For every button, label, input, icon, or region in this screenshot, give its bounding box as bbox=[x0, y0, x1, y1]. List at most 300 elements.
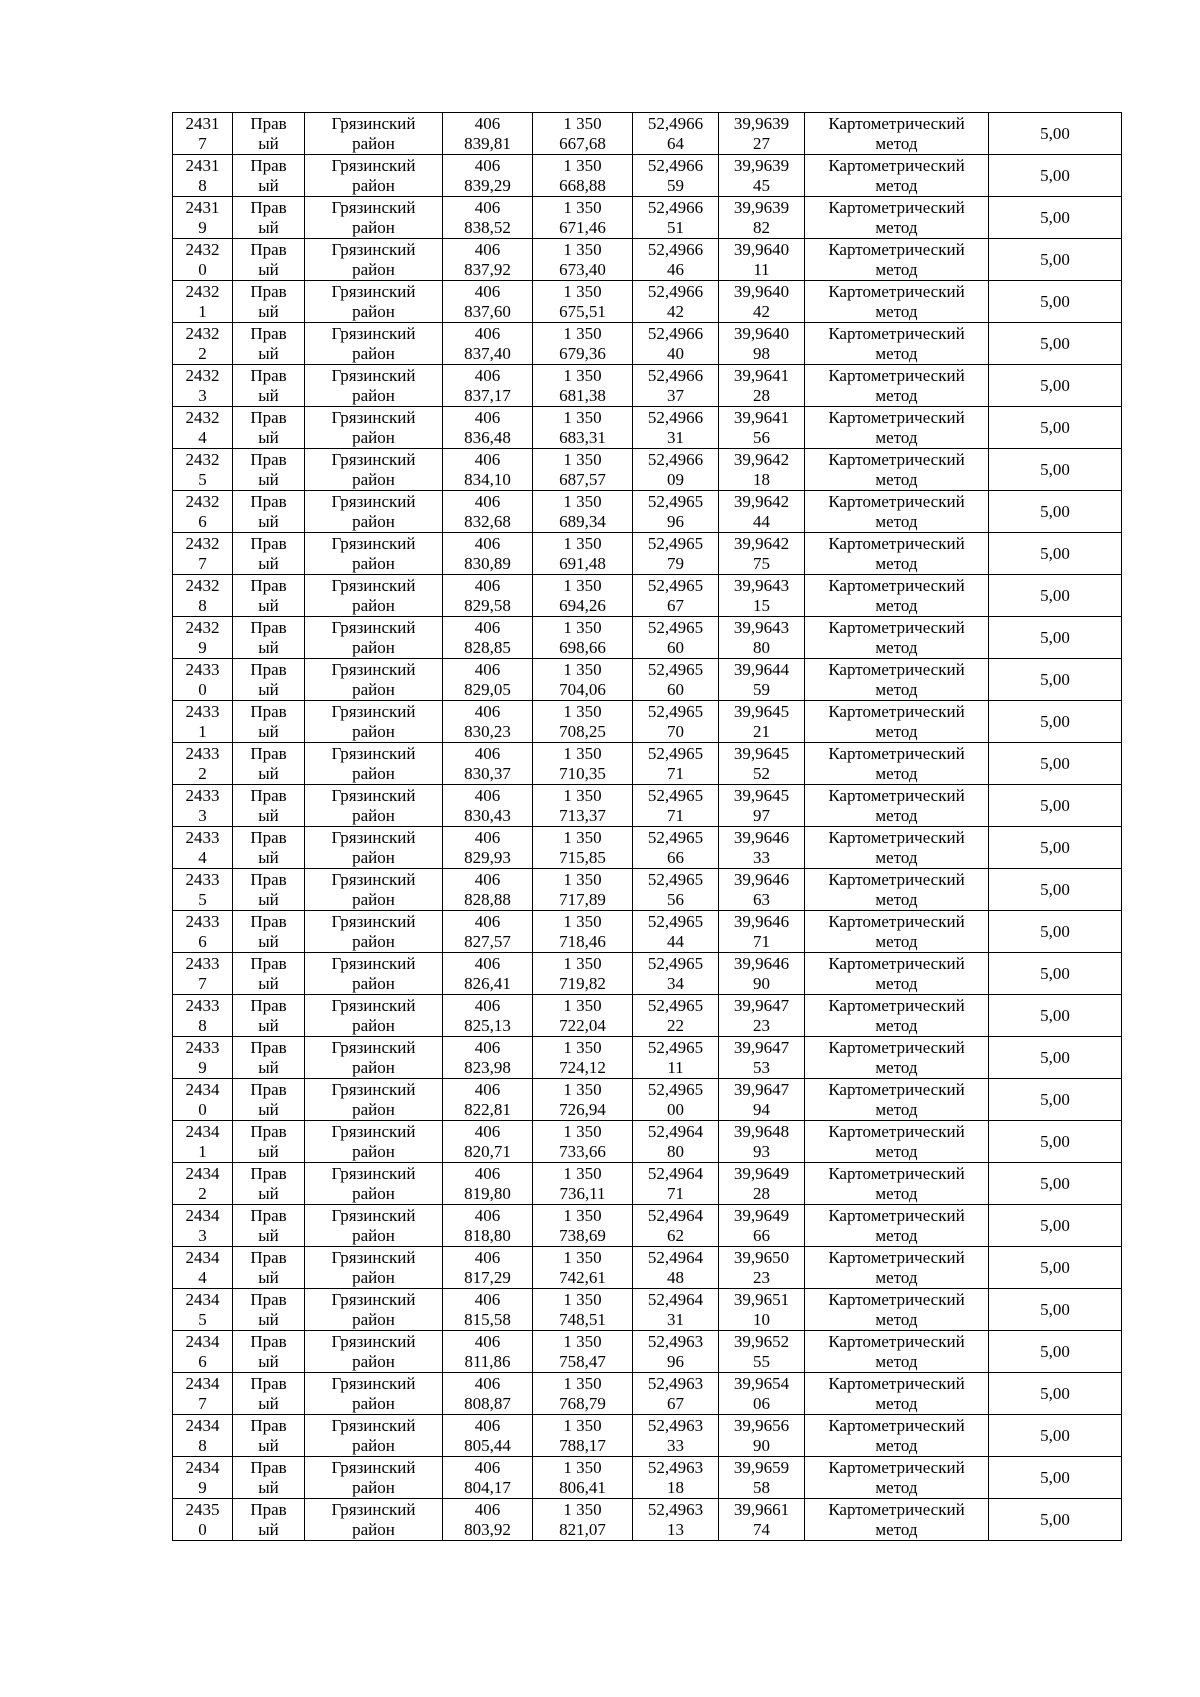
longitude-cell bbox=[719, 1457, 805, 1499]
longitude-line-2: 28 bbox=[753, 1183, 770, 1203]
x-coordinate-line-1: 406 bbox=[474, 197, 501, 217]
y-coordinate-line-1: 1 350 bbox=[563, 743, 602, 763]
longitude-line-2: 18 bbox=[753, 469, 770, 489]
latitude-line-2: 71 bbox=[667, 805, 684, 825]
x-coordinate-line-2: 822,81 bbox=[464, 1099, 511, 1119]
accuracy-cell: 5,00 bbox=[989, 1205, 1122, 1247]
y-coordinate-line-1: 1 350 bbox=[563, 1289, 602, 1309]
y-coordinate-line-1: 1 350 bbox=[563, 869, 602, 889]
y-coordinate-cell bbox=[533, 617, 633, 659]
x-coordinate-cell bbox=[443, 911, 533, 953]
bank-side-line-2: ый bbox=[258, 1477, 279, 1497]
longitude-cell bbox=[719, 1415, 805, 1457]
longitude-line-2: 23 bbox=[753, 1015, 770, 1035]
point-number-line-2: 9 bbox=[198, 217, 207, 237]
accuracy-cell: 5,00 bbox=[989, 911, 1122, 953]
bank-side-line-2: ый bbox=[258, 889, 279, 909]
longitude-line-1: 39,9654 bbox=[733, 1373, 790, 1393]
x-coordinate-line-2: 811,86 bbox=[464, 1351, 511, 1371]
longitude-line-2: 71 bbox=[753, 931, 770, 951]
point-number-cell bbox=[173, 365, 233, 407]
bank-side-line-1: Прав bbox=[250, 1121, 287, 1141]
longitude-cell bbox=[719, 575, 805, 617]
y-coordinate-cell bbox=[533, 1415, 633, 1457]
district-line-2: район bbox=[352, 1141, 395, 1161]
y-coordinate-cell bbox=[533, 995, 633, 1037]
latitude-line-1: 52,4966 bbox=[647, 365, 704, 385]
x-coordinate-cell bbox=[443, 1415, 533, 1457]
point-number-cell bbox=[173, 785, 233, 827]
table-row bbox=[173, 1121, 1122, 1163]
district-line-2: район bbox=[352, 679, 395, 699]
point-number-line-1: 2432 bbox=[185, 407, 220, 427]
latitude-line-2: 51 bbox=[667, 217, 684, 237]
longitude-cell bbox=[719, 155, 805, 197]
latitude-cell bbox=[633, 1163, 719, 1205]
x-coordinate-line-2: 837,40 bbox=[464, 343, 511, 363]
district-line-2: район bbox=[352, 973, 395, 993]
district-line-1: Грязинский bbox=[331, 1415, 416, 1435]
longitude-line-1: 39,9650 bbox=[733, 1247, 790, 1267]
district-cell bbox=[305, 1037, 443, 1079]
bank-side-line-1: Прав bbox=[250, 239, 287, 259]
latitude-line-1: 52,4965 bbox=[647, 533, 704, 553]
district-cell bbox=[305, 323, 443, 365]
x-coordinate-line-2: 804,17 bbox=[464, 1477, 511, 1497]
latitude-line-2: 31 bbox=[667, 427, 684, 447]
latitude-cell bbox=[633, 1457, 719, 1499]
point-number-line-1: 2434 bbox=[185, 1205, 220, 1225]
x-coordinate-line-1: 406 bbox=[474, 533, 501, 553]
y-coordinate-line-2: 713,37 bbox=[559, 805, 606, 825]
longitude-cell bbox=[719, 365, 805, 407]
latitude-line-2: 46 bbox=[667, 259, 684, 279]
x-coordinate-line-2: 825,13 bbox=[464, 1015, 511, 1035]
latitude-line-2: 96 bbox=[667, 1351, 684, 1371]
latitude-cell bbox=[633, 1079, 719, 1121]
latitude-cell bbox=[633, 155, 719, 197]
longitude-cell bbox=[719, 1163, 805, 1205]
point-number-line-1: 2433 bbox=[185, 659, 220, 679]
latitude-cell bbox=[633, 491, 719, 533]
point-number-cell bbox=[173, 659, 233, 701]
bank-side-line-1: Прав bbox=[250, 1247, 287, 1267]
longitude-line-2: 93 bbox=[753, 1141, 770, 1161]
longitude-line-1: 39,9643 bbox=[733, 575, 790, 595]
district-cell bbox=[305, 197, 443, 239]
bank-side-line-1: Прав bbox=[250, 701, 287, 721]
y-coordinate-cell bbox=[533, 239, 633, 281]
x-coordinate-line-1: 406 bbox=[474, 1415, 501, 1435]
longitude-line-1: 39,9646 bbox=[733, 827, 790, 847]
point-number-line-1: 2432 bbox=[185, 323, 220, 343]
method-line-1: Картометрический bbox=[828, 1331, 965, 1351]
x-coordinate-cell bbox=[443, 1205, 533, 1247]
bank-side-line-1: Прав bbox=[250, 533, 287, 553]
bank-side-line-2: ый bbox=[258, 1099, 279, 1119]
table-body bbox=[173, 113, 1122, 1541]
longitude-line-2: 42 bbox=[753, 301, 770, 321]
bank-side-line-2: ый bbox=[258, 1225, 279, 1245]
accuracy-cell: 5,00 bbox=[989, 365, 1122, 407]
accuracy-cell: 5,00 bbox=[989, 197, 1122, 239]
longitude-line-1: 39,9646 bbox=[733, 911, 790, 931]
point-number-line-2: 1 bbox=[198, 1141, 207, 1161]
longitude-line-2: 21 bbox=[753, 721, 770, 741]
accuracy-cell: 5,00 bbox=[989, 1079, 1122, 1121]
bank-side-cell bbox=[233, 1457, 305, 1499]
accuracy-cell: 5,00 bbox=[989, 785, 1122, 827]
latitude-cell bbox=[633, 323, 719, 365]
x-coordinate-line-2: 823,98 bbox=[464, 1057, 511, 1077]
point-number-cell bbox=[173, 1121, 233, 1163]
point-number-line-2: 6 bbox=[198, 931, 207, 951]
accuracy-cell: 5,00 bbox=[989, 323, 1122, 365]
accuracy-cell: 5,00 bbox=[989, 1499, 1122, 1541]
district-line-1: Грязинский bbox=[331, 533, 416, 553]
method-line-2: метод bbox=[875, 1183, 918, 1203]
x-coordinate-line-1: 406 bbox=[474, 785, 501, 805]
longitude-line-1: 39,9640 bbox=[733, 239, 790, 259]
longitude-line-1: 39,9646 bbox=[733, 869, 790, 889]
district-line-1: Грязинский bbox=[331, 617, 416, 637]
point-number-cell bbox=[173, 407, 233, 449]
district-line-1: Грязинский bbox=[331, 323, 416, 343]
table-row bbox=[173, 1289, 1122, 1331]
district-line-1: Грязинский bbox=[331, 197, 416, 217]
bank-side-cell bbox=[233, 701, 305, 743]
method-line-1: Картометрический bbox=[828, 365, 965, 385]
latitude-cell bbox=[633, 953, 719, 995]
longitude-line-2: 11 bbox=[753, 259, 770, 279]
method-line-1: Картометрический bbox=[828, 155, 965, 175]
longitude-cell bbox=[719, 995, 805, 1037]
x-coordinate-line-1: 406 bbox=[474, 1121, 501, 1141]
bank-side-line-1: Прав bbox=[250, 155, 287, 175]
method-cell bbox=[805, 155, 989, 197]
y-coordinate-cell bbox=[533, 491, 633, 533]
bank-side-cell bbox=[233, 113, 305, 155]
x-coordinate-cell bbox=[443, 1247, 533, 1289]
method-line-2: метод bbox=[875, 1225, 918, 1245]
y-coordinate-line-2: 675,51 bbox=[559, 301, 606, 321]
longitude-line-2: 53 bbox=[753, 1057, 770, 1077]
longitude-cell bbox=[719, 407, 805, 449]
point-number-line-1: 2433 bbox=[185, 743, 220, 763]
table-row bbox=[173, 449, 1122, 491]
district-line-2: район bbox=[352, 1225, 395, 1245]
method-line-2: метод bbox=[875, 1393, 918, 1413]
y-coordinate-line-2: 806,41 bbox=[559, 1477, 606, 1497]
point-number-line-1: 2434 bbox=[185, 1121, 220, 1141]
latitude-line-2: 64 bbox=[667, 133, 684, 153]
latitude-line-2: 18 bbox=[667, 1477, 684, 1497]
longitude-line-1: 39,9656 bbox=[733, 1415, 790, 1435]
latitude-line-1: 52,4966 bbox=[647, 407, 704, 427]
method-cell bbox=[805, 785, 989, 827]
table-row bbox=[173, 575, 1122, 617]
bank-side-line-2: ый bbox=[258, 1183, 279, 1203]
accuracy-cell: 5,00 bbox=[989, 575, 1122, 617]
method-cell bbox=[805, 701, 989, 743]
point-number-cell bbox=[173, 1163, 233, 1205]
x-coordinate-line-1: 406 bbox=[474, 1037, 501, 1057]
district-cell bbox=[305, 1457, 443, 1499]
y-coordinate-line-1: 1 350 bbox=[563, 617, 602, 637]
longitude-line-1: 39,9647 bbox=[733, 1079, 790, 1099]
district-cell bbox=[305, 701, 443, 743]
x-coordinate-line-2: 832,68 bbox=[464, 511, 511, 531]
table-row bbox=[173, 1163, 1122, 1205]
bank-side-cell bbox=[233, 533, 305, 575]
x-coordinate-cell bbox=[443, 743, 533, 785]
y-coordinate-line-1: 1 350 bbox=[563, 323, 602, 343]
latitude-cell bbox=[633, 1247, 719, 1289]
x-coordinate-line-1: 406 bbox=[474, 239, 501, 259]
table-row bbox=[173, 365, 1122, 407]
district-cell bbox=[305, 743, 443, 785]
latitude-line-2: 31 bbox=[667, 1309, 684, 1329]
longitude-line-2: 59 bbox=[753, 679, 770, 699]
bank-side-cell bbox=[233, 743, 305, 785]
latitude-line-2: 00 bbox=[667, 1099, 684, 1119]
x-coordinate-line-2: 838,52 bbox=[464, 217, 511, 237]
method-cell bbox=[805, 1163, 989, 1205]
y-coordinate-line-1: 1 350 bbox=[563, 659, 602, 679]
district-cell bbox=[305, 785, 443, 827]
x-coordinate-cell bbox=[443, 1037, 533, 1079]
point-number-cell bbox=[173, 533, 233, 575]
district-line-2: район bbox=[352, 175, 395, 195]
latitude-line-1: 52,4965 bbox=[647, 995, 704, 1015]
district-cell bbox=[305, 239, 443, 281]
table-row bbox=[173, 407, 1122, 449]
method-cell bbox=[805, 365, 989, 407]
y-coordinate-cell bbox=[533, 869, 633, 911]
method-line-2: метод bbox=[875, 385, 918, 405]
district-cell bbox=[305, 155, 443, 197]
method-cell bbox=[805, 617, 989, 659]
y-coordinate-cell bbox=[533, 911, 633, 953]
method-line-2: метод bbox=[875, 1267, 918, 1287]
x-coordinate-cell bbox=[443, 365, 533, 407]
district-line-1: Грязинский bbox=[331, 281, 416, 301]
longitude-line-2: 80 bbox=[753, 637, 770, 657]
method-cell bbox=[805, 1079, 989, 1121]
y-coordinate-line-2: 768,79 bbox=[559, 1393, 606, 1413]
method-cell bbox=[805, 1457, 989, 1499]
accuracy-cell: 5,00 bbox=[989, 743, 1122, 785]
latitude-cell bbox=[633, 239, 719, 281]
district-line-2: район bbox=[352, 1435, 395, 1455]
latitude-line-1: 52,4966 bbox=[647, 155, 704, 175]
table-row bbox=[173, 1499, 1122, 1541]
x-coordinate-line-1: 406 bbox=[474, 1499, 501, 1519]
accuracy-cell: 5,00 bbox=[989, 1163, 1122, 1205]
bank-side-cell bbox=[233, 1373, 305, 1415]
method-line-2: метод bbox=[875, 1351, 918, 1371]
method-line-1: Картометрический bbox=[828, 1373, 965, 1393]
x-coordinate-line-2: 829,93 bbox=[464, 847, 511, 867]
latitude-cell bbox=[633, 995, 719, 1037]
bank-side-cell bbox=[233, 365, 305, 407]
y-coordinate-line-2: 724,12 bbox=[559, 1057, 606, 1077]
y-coordinate-cell bbox=[533, 1163, 633, 1205]
latitude-line-2: 56 bbox=[667, 889, 684, 909]
x-coordinate-line-2: 836,48 bbox=[464, 427, 511, 447]
x-coordinate-line-1: 406 bbox=[474, 155, 501, 175]
x-coordinate-line-1: 406 bbox=[474, 1457, 501, 1477]
bank-side-line-1: Прав bbox=[250, 1079, 287, 1099]
district-cell bbox=[305, 533, 443, 575]
method-line-2: метод bbox=[875, 763, 918, 783]
point-number-cell bbox=[173, 911, 233, 953]
x-coordinate-line-2: 837,60 bbox=[464, 301, 511, 321]
point-number-line-1: 2432 bbox=[185, 617, 220, 637]
latitude-line-2: 80 bbox=[667, 1141, 684, 1161]
bank-side-cell bbox=[233, 491, 305, 533]
y-coordinate-cell bbox=[533, 659, 633, 701]
bank-side-line-1: Прав bbox=[250, 1205, 287, 1225]
longitude-line-2: 82 bbox=[753, 217, 770, 237]
point-number-cell bbox=[173, 995, 233, 1037]
y-coordinate-cell bbox=[533, 1331, 633, 1373]
district-line-1: Грязинский bbox=[331, 911, 416, 931]
bank-side-line-1: Прав bbox=[250, 407, 287, 427]
method-line-1: Картометрический bbox=[828, 827, 965, 847]
y-coordinate-line-1: 1 350 bbox=[563, 407, 602, 427]
bank-side-line-1: Прав bbox=[250, 911, 287, 931]
bank-side-line-1: Прав bbox=[250, 449, 287, 469]
y-coordinate-line-1: 1 350 bbox=[563, 1163, 602, 1183]
district-line-1: Грязинский bbox=[331, 1121, 416, 1141]
bank-side-line-2: ый bbox=[258, 763, 279, 783]
bank-side-line-1: Прав bbox=[250, 827, 287, 847]
district-cell bbox=[305, 617, 443, 659]
district-line-1: Грязинский bbox=[331, 659, 416, 679]
latitude-line-1: 52,4965 bbox=[647, 743, 704, 763]
bank-side-cell bbox=[233, 449, 305, 491]
y-coordinate-line-2: 788,17 bbox=[559, 1435, 606, 1455]
method-line-2: метод bbox=[875, 847, 918, 867]
y-coordinate-line-1: 1 350 bbox=[563, 1121, 602, 1141]
method-line-2: метод bbox=[875, 595, 918, 615]
latitude-line-1: 52,4965 bbox=[647, 659, 704, 679]
district-cell bbox=[305, 1247, 443, 1289]
x-coordinate-cell bbox=[443, 1289, 533, 1331]
y-coordinate-cell bbox=[533, 1247, 633, 1289]
point-number-line-2: 7 bbox=[198, 973, 207, 993]
method-cell bbox=[805, 1121, 989, 1163]
method-line-1: Картометрический bbox=[828, 1079, 965, 1099]
x-coordinate-cell bbox=[443, 533, 533, 575]
longitude-line-1: 39,9651 bbox=[733, 1289, 790, 1309]
x-coordinate-line-2: 820,71 bbox=[464, 1141, 511, 1161]
x-coordinate-cell bbox=[443, 239, 533, 281]
y-coordinate-line-1: 1 350 bbox=[563, 197, 602, 217]
district-line-1: Грязинский bbox=[331, 1037, 416, 1057]
x-coordinate-cell bbox=[443, 659, 533, 701]
bank-side-line-1: Прав bbox=[250, 617, 287, 637]
point-number-line-1: 2432 bbox=[185, 239, 220, 259]
x-coordinate-line-1: 406 bbox=[474, 1289, 501, 1309]
point-number-line-2: 4 bbox=[198, 847, 207, 867]
latitude-cell bbox=[633, 365, 719, 407]
y-coordinate-line-2: 717,89 bbox=[559, 889, 606, 909]
point-number-line-1: 2432 bbox=[185, 575, 220, 595]
point-number-cell bbox=[173, 869, 233, 911]
district-line-2: район bbox=[352, 1057, 395, 1077]
bank-side-line-1: Прав bbox=[250, 1499, 287, 1519]
method-line-2: метод bbox=[875, 1477, 918, 1497]
point-number-line-2: 3 bbox=[198, 805, 207, 825]
x-coordinate-line-2: 830,43 bbox=[464, 805, 511, 825]
accuracy-cell: 5,00 bbox=[989, 1457, 1122, 1499]
district-cell bbox=[305, 1121, 443, 1163]
longitude-line-2: 75 bbox=[753, 553, 770, 573]
bank-side-line-1: Прав bbox=[250, 365, 287, 385]
x-coordinate-line-1: 406 bbox=[474, 743, 501, 763]
y-coordinate-cell bbox=[533, 953, 633, 995]
table-row bbox=[173, 617, 1122, 659]
point-number-line-2: 7 bbox=[198, 553, 207, 573]
y-coordinate-cell bbox=[533, 743, 633, 785]
longitude-cell bbox=[719, 449, 805, 491]
y-coordinate-line-2: 694,26 bbox=[559, 595, 606, 615]
district-line-1: Грязинский bbox=[331, 743, 416, 763]
bank-side-cell bbox=[233, 197, 305, 239]
longitude-line-2: 06 bbox=[753, 1393, 770, 1413]
point-number-line-2: 8 bbox=[198, 1435, 207, 1455]
longitude-line-2: 44 bbox=[753, 511, 770, 531]
bank-side-line-2: ый bbox=[258, 343, 279, 363]
longitude-line-2: 55 bbox=[753, 1351, 770, 1371]
latitude-line-2: 71 bbox=[667, 1183, 684, 1203]
point-number-cell bbox=[173, 113, 233, 155]
point-number-line-1: 2433 bbox=[185, 785, 220, 805]
x-coordinate-line-1: 406 bbox=[474, 953, 501, 973]
method-line-1: Картометрический bbox=[828, 281, 965, 301]
bank-side-line-1: Прав bbox=[250, 197, 287, 217]
x-coordinate-line-1: 406 bbox=[474, 113, 501, 133]
latitude-line-1: 52,4966 bbox=[647, 449, 704, 469]
point-number-line-1: 2434 bbox=[185, 1289, 220, 1309]
bank-side-cell bbox=[233, 575, 305, 617]
bank-side-cell bbox=[233, 323, 305, 365]
longitude-cell bbox=[719, 491, 805, 533]
y-coordinate-line-2: 748,51 bbox=[559, 1309, 606, 1329]
latitude-line-1: 52,4965 bbox=[647, 491, 704, 511]
longitude-line-1: 39,9659 bbox=[733, 1457, 790, 1477]
method-line-2: метод bbox=[875, 1309, 918, 1329]
bank-side-line-1: Прав bbox=[250, 1289, 287, 1309]
latitude-cell bbox=[633, 533, 719, 575]
longitude-line-2: 90 bbox=[753, 1435, 770, 1455]
bank-side-cell bbox=[233, 155, 305, 197]
method-cell bbox=[805, 239, 989, 281]
longitude-cell bbox=[719, 197, 805, 239]
y-coordinate-line-2: 673,40 bbox=[559, 259, 606, 279]
latitude-line-1: 52,4964 bbox=[647, 1163, 704, 1183]
y-coordinate-line-2: 733,66 bbox=[559, 1141, 606, 1161]
longitude-cell bbox=[719, 743, 805, 785]
table-row bbox=[173, 911, 1122, 953]
latitude-line-1: 52,4963 bbox=[647, 1415, 704, 1435]
district-line-1: Грязинский bbox=[331, 1373, 416, 1393]
accuracy-cell: 5,00 bbox=[989, 1331, 1122, 1373]
latitude-line-1: 52,4965 bbox=[647, 1079, 704, 1099]
point-number-line-1: 2433 bbox=[185, 827, 220, 847]
